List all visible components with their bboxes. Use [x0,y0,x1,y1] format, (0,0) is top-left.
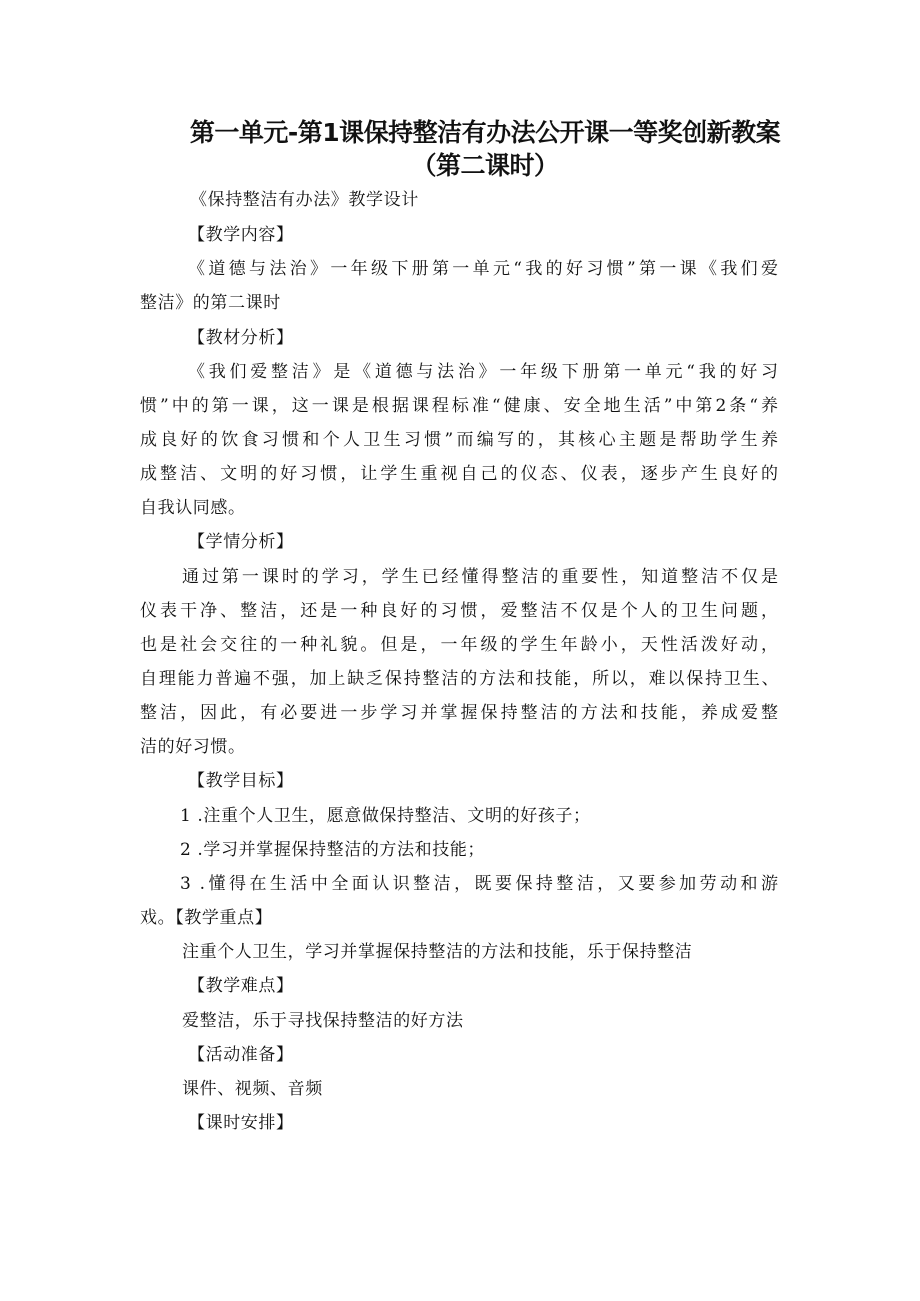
section-heading-textbook: 【教材分析】 [188,328,294,348]
goal-item: 3 .懂得在生活中全面认识整洁，既要保持整洁，又要参加劳动和游 [180,874,778,894]
paragraph-line: 《我们爱整洁》是《道德与法治》一年级下册第一单元“我的好习 [188,362,778,382]
paragraph-line: 成良好的饮食习惯和个人卫生习惯”而编写的，其核心主题是帮助学生养 [140,430,778,450]
design-title: 《保持整洁有办法》教学设计 [190,190,419,210]
paragraph-line: 整洁，因此，有必要进一步学习并掌握保持整洁的方法和技能，养成爱整 [140,703,778,723]
document-title-line-2: （第二课时） [411,151,559,180]
paragraph-line: 自我认同感。 [140,498,246,518]
goal-wrap-with-key-heading: 戏。【教学重点】 [140,908,273,928]
paragraph-line: 整洁》的第二课时 [140,293,281,313]
paragraph-line: 也是社会交往的一种礼貌。但是，一年级的学生年龄小，天性活泼好动， [140,635,778,655]
section-heading-students: 【学情分析】 [188,532,294,552]
section-heading-content: 【教学内容】 [188,225,294,245]
prep-text: 课件、视频、音频 [182,1079,323,1099]
difficulty-text: 爱整洁，乐于寻找保持整洁的好方法 [182,1011,464,1031]
section-heading-prep: 【活动准备】 [188,1045,294,1065]
paragraph-line: 自理能力普遍不强，加上缺乏保持整洁的方法和技能，所以，难以保持卫生、 [140,669,778,689]
paragraph-line: 通过第一课时的学习，学生已经懂得整洁的重要性，知道整洁不仅是 [182,567,778,587]
section-heading-goals: 【教学目标】 [188,771,294,791]
key-points-text: 注重个人卫生，学习并掌握保持整洁的方法和技能，乐于保持整洁 [182,942,693,962]
goal-item: 2 .学习并掌握保持整洁的方法和技能； [180,840,486,860]
section-heading-difficulty: 【教学难点】 [188,976,294,996]
section-heading-schedule: 【课时安排】 [188,1113,294,1133]
paragraph-line: 惯”中的第一课，这一课是根据课程标准“健康、安全地生活”中第2条“养 [140,396,778,416]
paragraph-line: 仪表干净、整洁，还是一种良好的习惯，爱整洁不仅是个人的卫生问题， [140,601,778,621]
paragraph-line: 成整洁、文明的好习惯，让学生重视自己的仪态、仪表，逐步产生良好的 [140,464,778,484]
document-title-line-1: 第一单元-第1课保持整洁有办法公开课一等奖创新教案 [189,118,781,147]
paragraph-line: 洁的好习惯。 [140,737,246,757]
goal-item: 1 .注重个人卫生，愿意做保持整洁、文明的好孩子； [180,806,591,826]
paragraph-line: 《道德与法治》一年级下册第一单元“我的好习惯”第一课《我们爱 [188,259,778,279]
